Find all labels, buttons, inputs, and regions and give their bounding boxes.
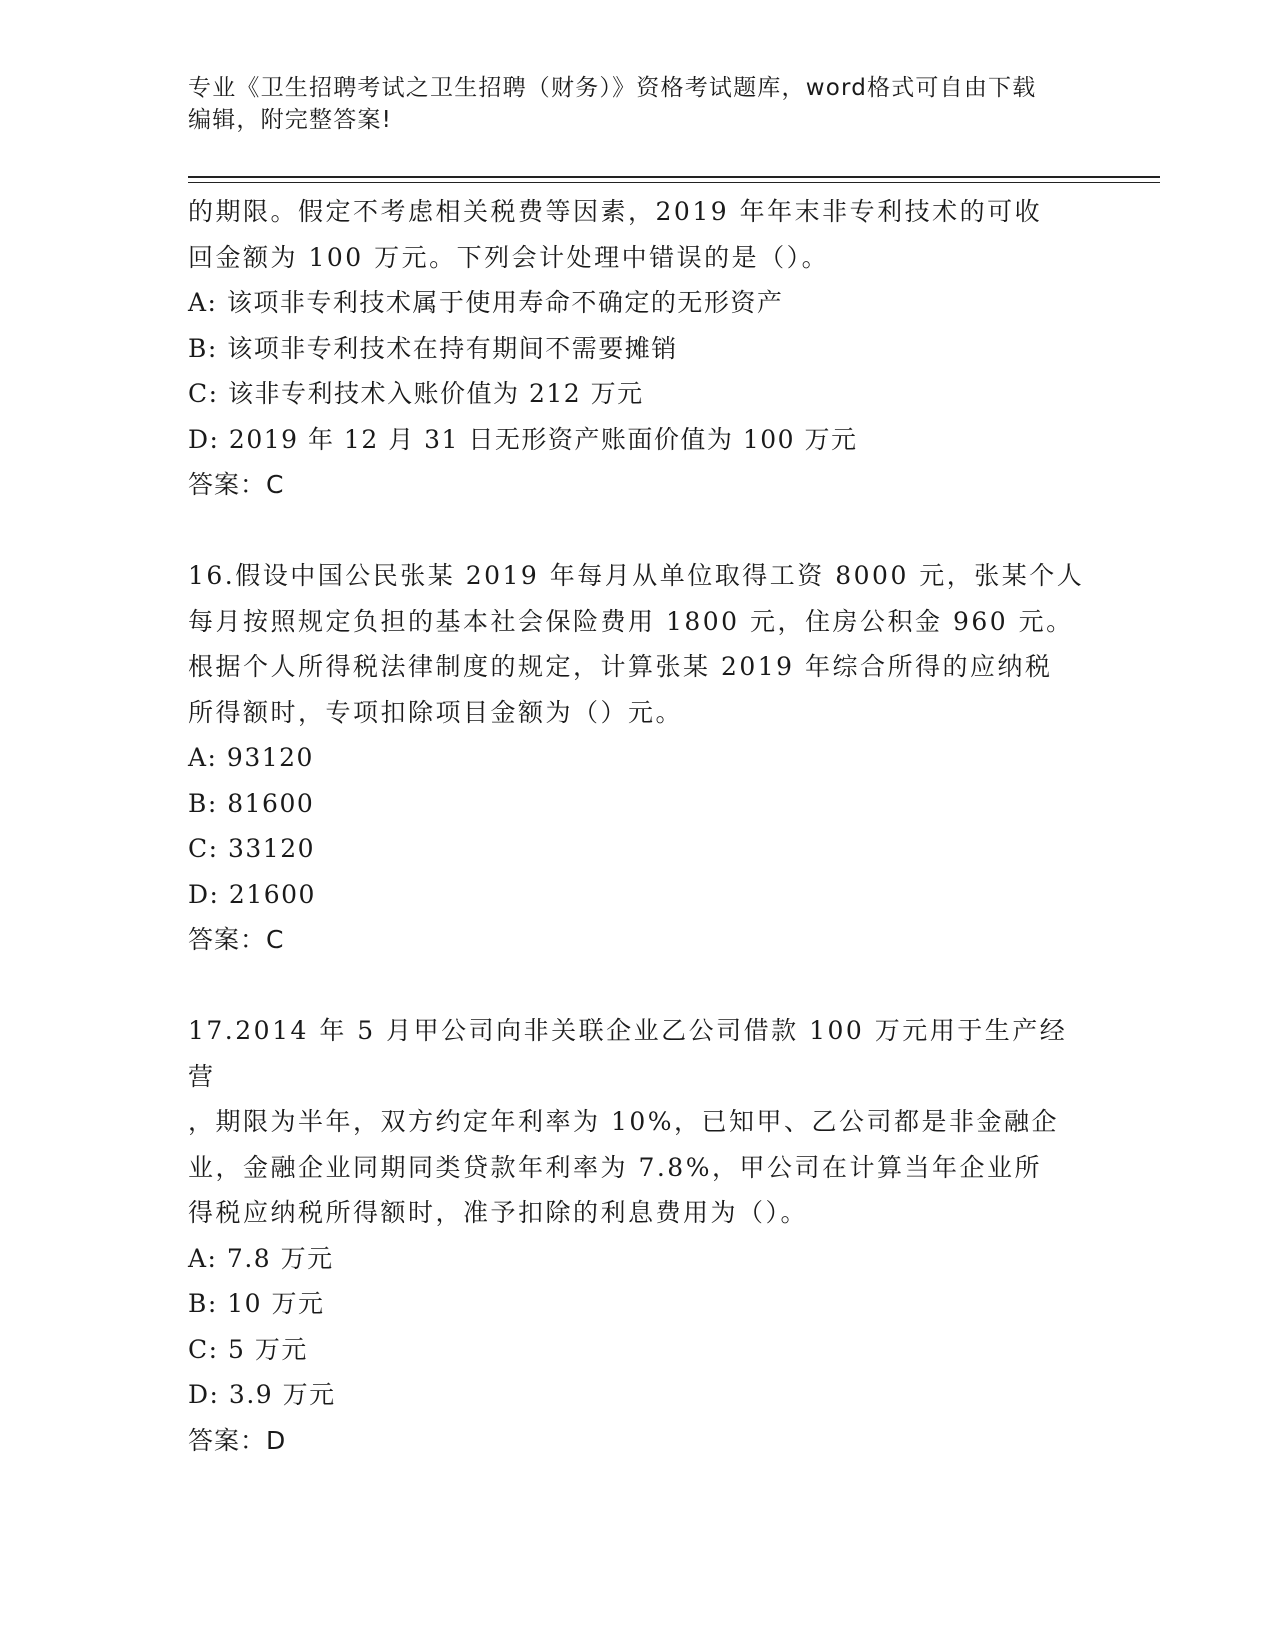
question-text-line: 得税应纳税所得额时，准予扣除的利息费用为（）。	[188, 1198, 809, 1227]
answer: 答案：C	[188, 925, 285, 954]
answer: 答案：D	[188, 1425, 287, 1455]
question-text-line: 17.2014 年 5 月甲公司向非关联企业乙公司借款 100 万元用于生产经营	[188, 1016, 1068, 1091]
question-text-line: ，期限为半年，双方约定年利率为 10%，已知甲、乙公司都是非金融企	[188, 1107, 1060, 1136]
option-b: B: 10 万元	[188, 1289, 325, 1318]
question-text-line: 所得额时，专项扣除项目金额为（）元。	[188, 697, 684, 727]
spacer	[188, 963, 1088, 1009]
option-b: B: 该项非专利技术在持有期间不需要摊销	[188, 333, 678, 363]
option-c: C: 该非专利技术入账价值为 212 万元	[188, 379, 644, 408]
header-divider-thin	[188, 182, 1160, 183]
spacer	[188, 508, 1088, 554]
question-text-line: 根据个人所得税法律制度的规定，计算张某 2019 年综合所得的应纳税	[188, 652, 1053, 681]
question-text-line: 回金额为 100 万元。下列会计处理中错误的是（）。	[188, 242, 830, 272]
option-a: A: 93120	[188, 743, 314, 772]
header-line-1: 专业《卫生招聘考试之卫生招聘（财务）》资格考试题库，word格式可自由下载	[188, 75, 1037, 101]
question-15-continued	[188, 189, 1088, 508]
question-text-line: 业，金融企业同期同类贷款年利率为 7.8%，甲公司在计算当年企业所	[188, 1152, 1042, 1182]
document-header	[188, 72, 1088, 136]
header-line-2: 编辑，附完整答案!	[188, 107, 393, 133]
answer: 答案：C	[188, 470, 285, 499]
option-d: D: 2019 年 12 月 31 日无形资产账面价值为 100 万元	[188, 424, 858, 454]
question-17	[188, 1008, 1088, 1463]
question-text-line: 的期限。假定不考虑相关税费等因素，2019 年年末非专利技术的可收	[188, 197, 1043, 226]
option-a: A: 该项非专利技术属于使用寿命不确定的无形资产	[188, 288, 784, 317]
question-text-line: 16.假设中国公民张某 2019 年每月从单位取得工资 8000 元，张某个人	[188, 561, 1085, 590]
question-16	[188, 553, 1088, 963]
document-body	[188, 189, 1088, 1463]
option-c: C: 5 万元	[188, 1334, 308, 1364]
option-d: D: 3.9 万元	[188, 1380, 336, 1409]
option-d: D: 21600	[188, 879, 316, 909]
option-b: B: 81600	[188, 788, 315, 818]
header-divider-thick	[188, 176, 1160, 178]
option-a: A: 7.8 万元	[188, 1243, 334, 1273]
option-c: C: 33120	[188, 834, 316, 863]
question-text-line: 每月按照规定负担的基本社会保险费用 1800 元，住房公积金 960 元。	[188, 606, 1074, 636]
